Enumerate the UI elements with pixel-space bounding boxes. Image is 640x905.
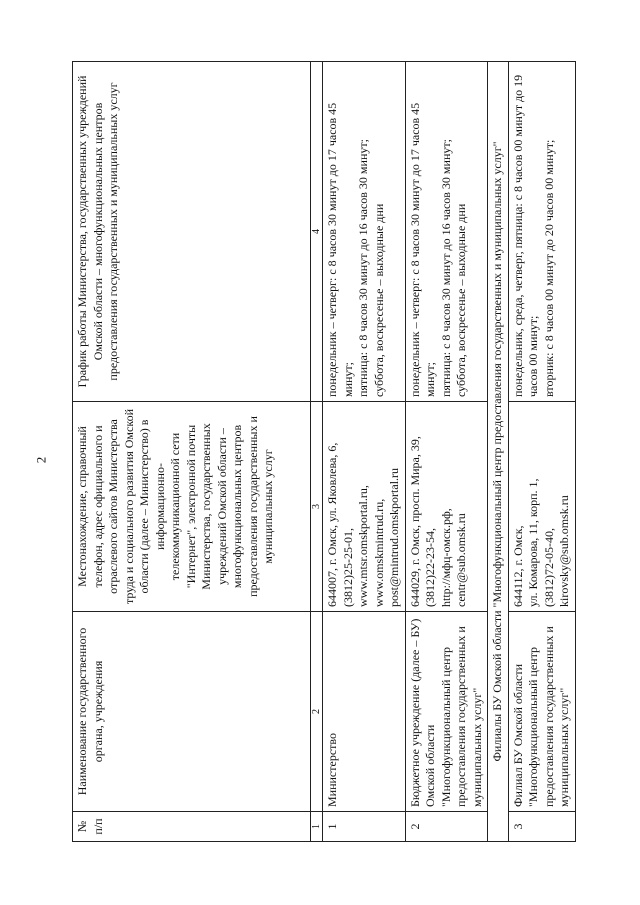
header-contacts: Местонахождение, справочный телефон, адрес официального и отраслевого сайтов Министерства труда и социального развития Омской области (далее – Министерство) в информационно-телекоммуникационной сети "Интернет", электронной почты Министерства, государственных учреждений Омской области – многофункциональных центров предоставления государственных и муниципальных услуг (73, 402, 311, 612)
row-contacts (405, 402, 488, 612)
address: 644112, г. Омск, (510, 525, 525, 607)
address: ул. Комарова, 11, корп. 1, (526, 478, 540, 607)
row-num: 1 (323, 812, 406, 842)
row-schedule (323, 62, 406, 402)
row-num: 2 (405, 812, 488, 842)
phone: (3812)72-05-40, (541, 528, 556, 607)
row-name: Бюджетное учреждение (далее – БУ) Омской области "Многофункциональный центр предоставления государственных и муниципальных услуг" (405, 612, 488, 812)
header-num: № п/п (73, 812, 311, 842)
column-number-row (311, 62, 323, 842)
email-link[interactable]: post@mintrud.omskportal.ru (387, 467, 401, 607)
row-schedule (405, 62, 488, 402)
row-num: 3 (508, 812, 575, 842)
row-contacts (323, 402, 406, 612)
section-heading: Филиалы БУ Омской области "Многофункциональный центр предоставления государственных и муниципальных услуг" (488, 62, 509, 842)
table-row (405, 62, 488, 842)
email-link[interactable]: centr@sub.omsk.ru (454, 513, 468, 607)
schedule-line: суббота, воскресенье – выходные дни (454, 203, 468, 397)
website-link[interactable]: www.omskmintrud.ru, (371, 498, 386, 607)
contacts-table (72, 61, 576, 842)
header-schedule: График работы Министерства, государственных учреждений Омской области – многофункциональных центров предоставления государственных и муниципальных услуг (73, 62, 311, 402)
schedule-line: пятница: с 8 часов 30 минут до 16 часов 30 минут; (356, 139, 370, 397)
section-row (488, 62, 509, 842)
rotated-table-container (72, 62, 571, 842)
website-link[interactable]: http://мфц-омск.рф, (438, 508, 453, 607)
header-row (73, 62, 311, 842)
schedule-line: понедельник – четверг: с 8 часов 30 минут до 17 часов 45 минут; (325, 102, 355, 397)
schedule-line: вторник: с 8 часов 00 минут до 20 часов 00 минут; (541, 139, 556, 397)
schedule-line: понедельник, среда, четверг, пятница: с 8 часов 00 минут до 19 часов 00 минут; (510, 74, 540, 397)
phone: (3812)25-25-01, (340, 528, 355, 607)
schedule-line: пятница: с 8 часов 30 минут до 16 часов 30 минут; (438, 139, 453, 397)
email-link[interactable]: kirovsky@sub.omsk.ru (557, 495, 571, 607)
col-number: 2 (311, 612, 323, 812)
row-schedule (508, 62, 575, 402)
col-number: 3 (311, 402, 323, 612)
col-number: 1 (311, 812, 323, 842)
address: 644029, г. Омск, просп. Мира, 39, (407, 436, 422, 607)
col-number: 4 (311, 62, 323, 402)
page-number: 2 (33, 456, 49, 464)
address: 644007, г. Омск, ул. Яковлева, 6, (325, 442, 339, 607)
table-row (323, 62, 406, 842)
schedule-line: понедельник – четверг: с 8 часов 30 минут до 17 часов 45 минут; (407, 102, 437, 397)
row-contacts (508, 402, 575, 612)
website-link[interactable]: www.mtsr.omskportal.ru, (356, 485, 370, 607)
row-name: Министерство (323, 612, 406, 812)
schedule-line: суббота, воскресенье – выходные дни (371, 203, 386, 397)
row-name: Филиал БУ Омской области "Многофункциональный центр предоставления государственных и муниципальных услуг" (508, 612, 575, 812)
phone: (3812)22-23-54, (423, 528, 437, 607)
header-name: Наименование государственного органа, учреждения (73, 612, 311, 812)
table-row (508, 62, 575, 842)
